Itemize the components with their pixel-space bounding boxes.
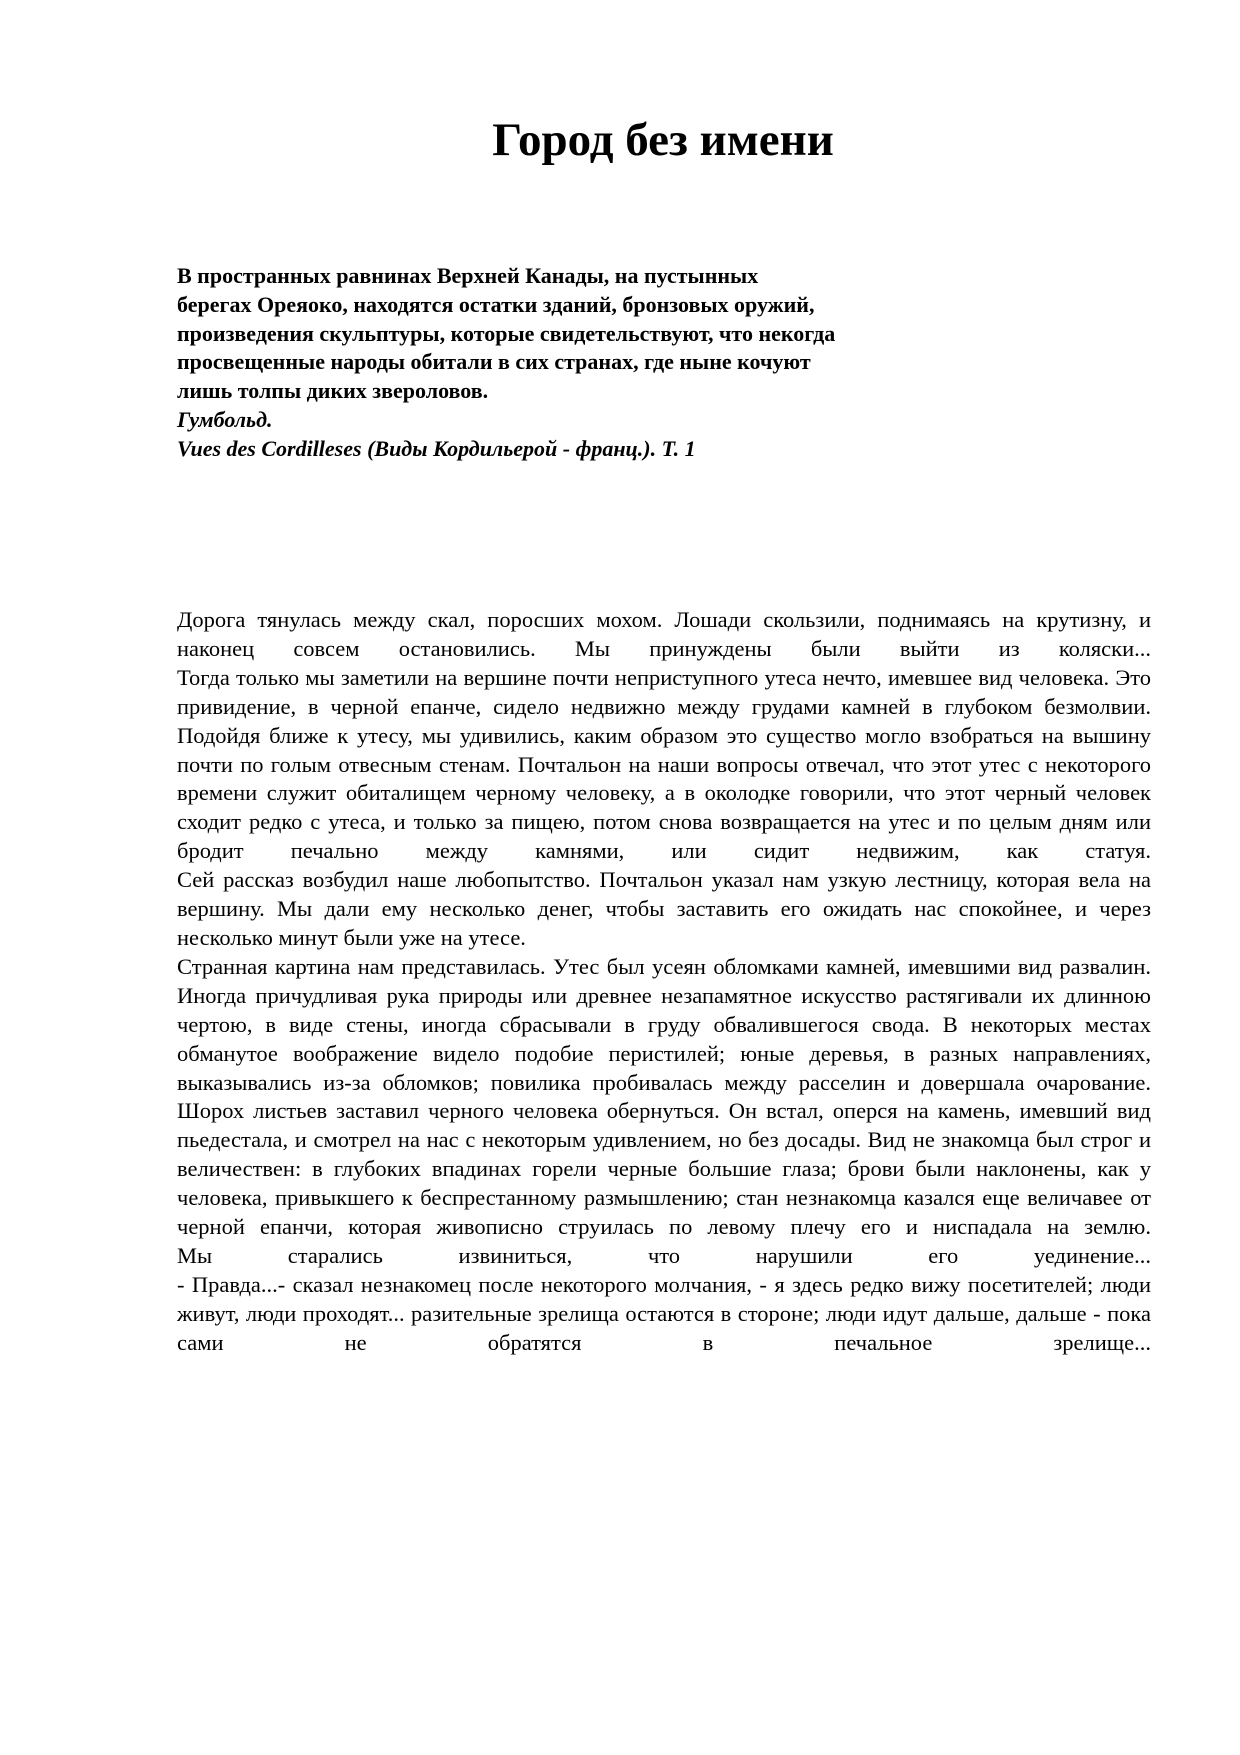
paragraph: - Правда...- сказал незнакомец после некоторого молчания, - я здесь редко вижу посетителей; люди живут, люди проходят... разительные зрелища остаются в стороне; люди идут дальше, дальше - пока сами не обратятся в печальное зрелище... xyxy=(177,1271,1151,1355)
paragraph: Дорога тянулась между скал, поросших мохом. Лошади скользили, поднимаясь на крутизну, и наконец совсем остановились. Мы принуждены были выйти из коляски... xyxy=(177,607,1151,661)
paragraph: Тогда только мы заметили на вершине почти неприступного утеса нечто, имевшее вид человека. Это привидение, в черной епанче, сидело недвижно между грудами камней в глубоком безмолвии. Подойдя ближе к утесу, мы удивились, каким образом это существо могло взобраться на вышину почти по голым отвесным стенам. Почтальон на наши вопросы отвечал, что этот утес с некоторого времени служит обиталищем черному человеку, а в околодке говорили, что этот черный человек сходит редко с утеса, и только за пищею, потом снова возвращается на утес и по целым дням или бродит печально между камнями, или сидит недвижим, как статуя. xyxy=(177,664,1151,864)
epigraph-source: Vues des Cordilleses (Виды Кордильерой - франц.). Т. 1 xyxy=(177,435,696,461)
paragraph: Странная картина нам представилась. Утес был усеян обломками камней, имевшими вид развалин. Иногда причудливая рука природы или древнее незапамятное искусство растягивали их длинною чертою, в виде стены, иногда сбрасывали в груду обвалившегося свода. В некоторых местах обманутое воображение видело подобие перистилей; юные деревья, в разных направлениях, выказывались из-за обломков; повилика пробивалась между расселин и довершала очарование. xyxy=(177,953,1151,1095)
paragraph: Шорох листьев заставил черного человека обернуться. Он встал, оперся на камень, имевший вид пьедестала, и смотрел на нас с некоторым удивлением, но без досады. Вид не знакомца был строг и величествен: в глубоких впадинах горели черные большие глаза; брови были наклонены, как у человека, привыкшего к беспрестанному размышлению; стан незнакомца казался еще величавее от черной епанчи, которая живописно струилась по левому плечу его и ниспадала на землю. xyxy=(177,1098,1151,1240)
epigraph-author: Гумбольд. xyxy=(177,406,273,432)
paragraph: Мы старались извиниться, что нарушили его уединение... xyxy=(177,1242,1151,1268)
document-title: Город без имени xyxy=(492,114,834,166)
body-text xyxy=(177,606,1151,1358)
epigraph xyxy=(177,262,837,464)
paragraph: Сей рассказ возбудил наше любопытство. Почтальон указал нам узкую лестницу, которая вела на вершину. Мы дали ему несколько денег, чтобы заставить его ожидать нас спокойнее, и через несколько минут были уже на утесе. xyxy=(177,867,1151,950)
epigraph-text: В пространных равнинах Верхней Канады, на пустынных берегах Ореяоко, находятся остатки зданий, бронзовых оружий, произведения скульптуры, которые свидетельствуют, что некогда просвещенные народы обитали в сих странах, где ныне кочуют лишь толпы диких звероловов. xyxy=(177,263,836,404)
